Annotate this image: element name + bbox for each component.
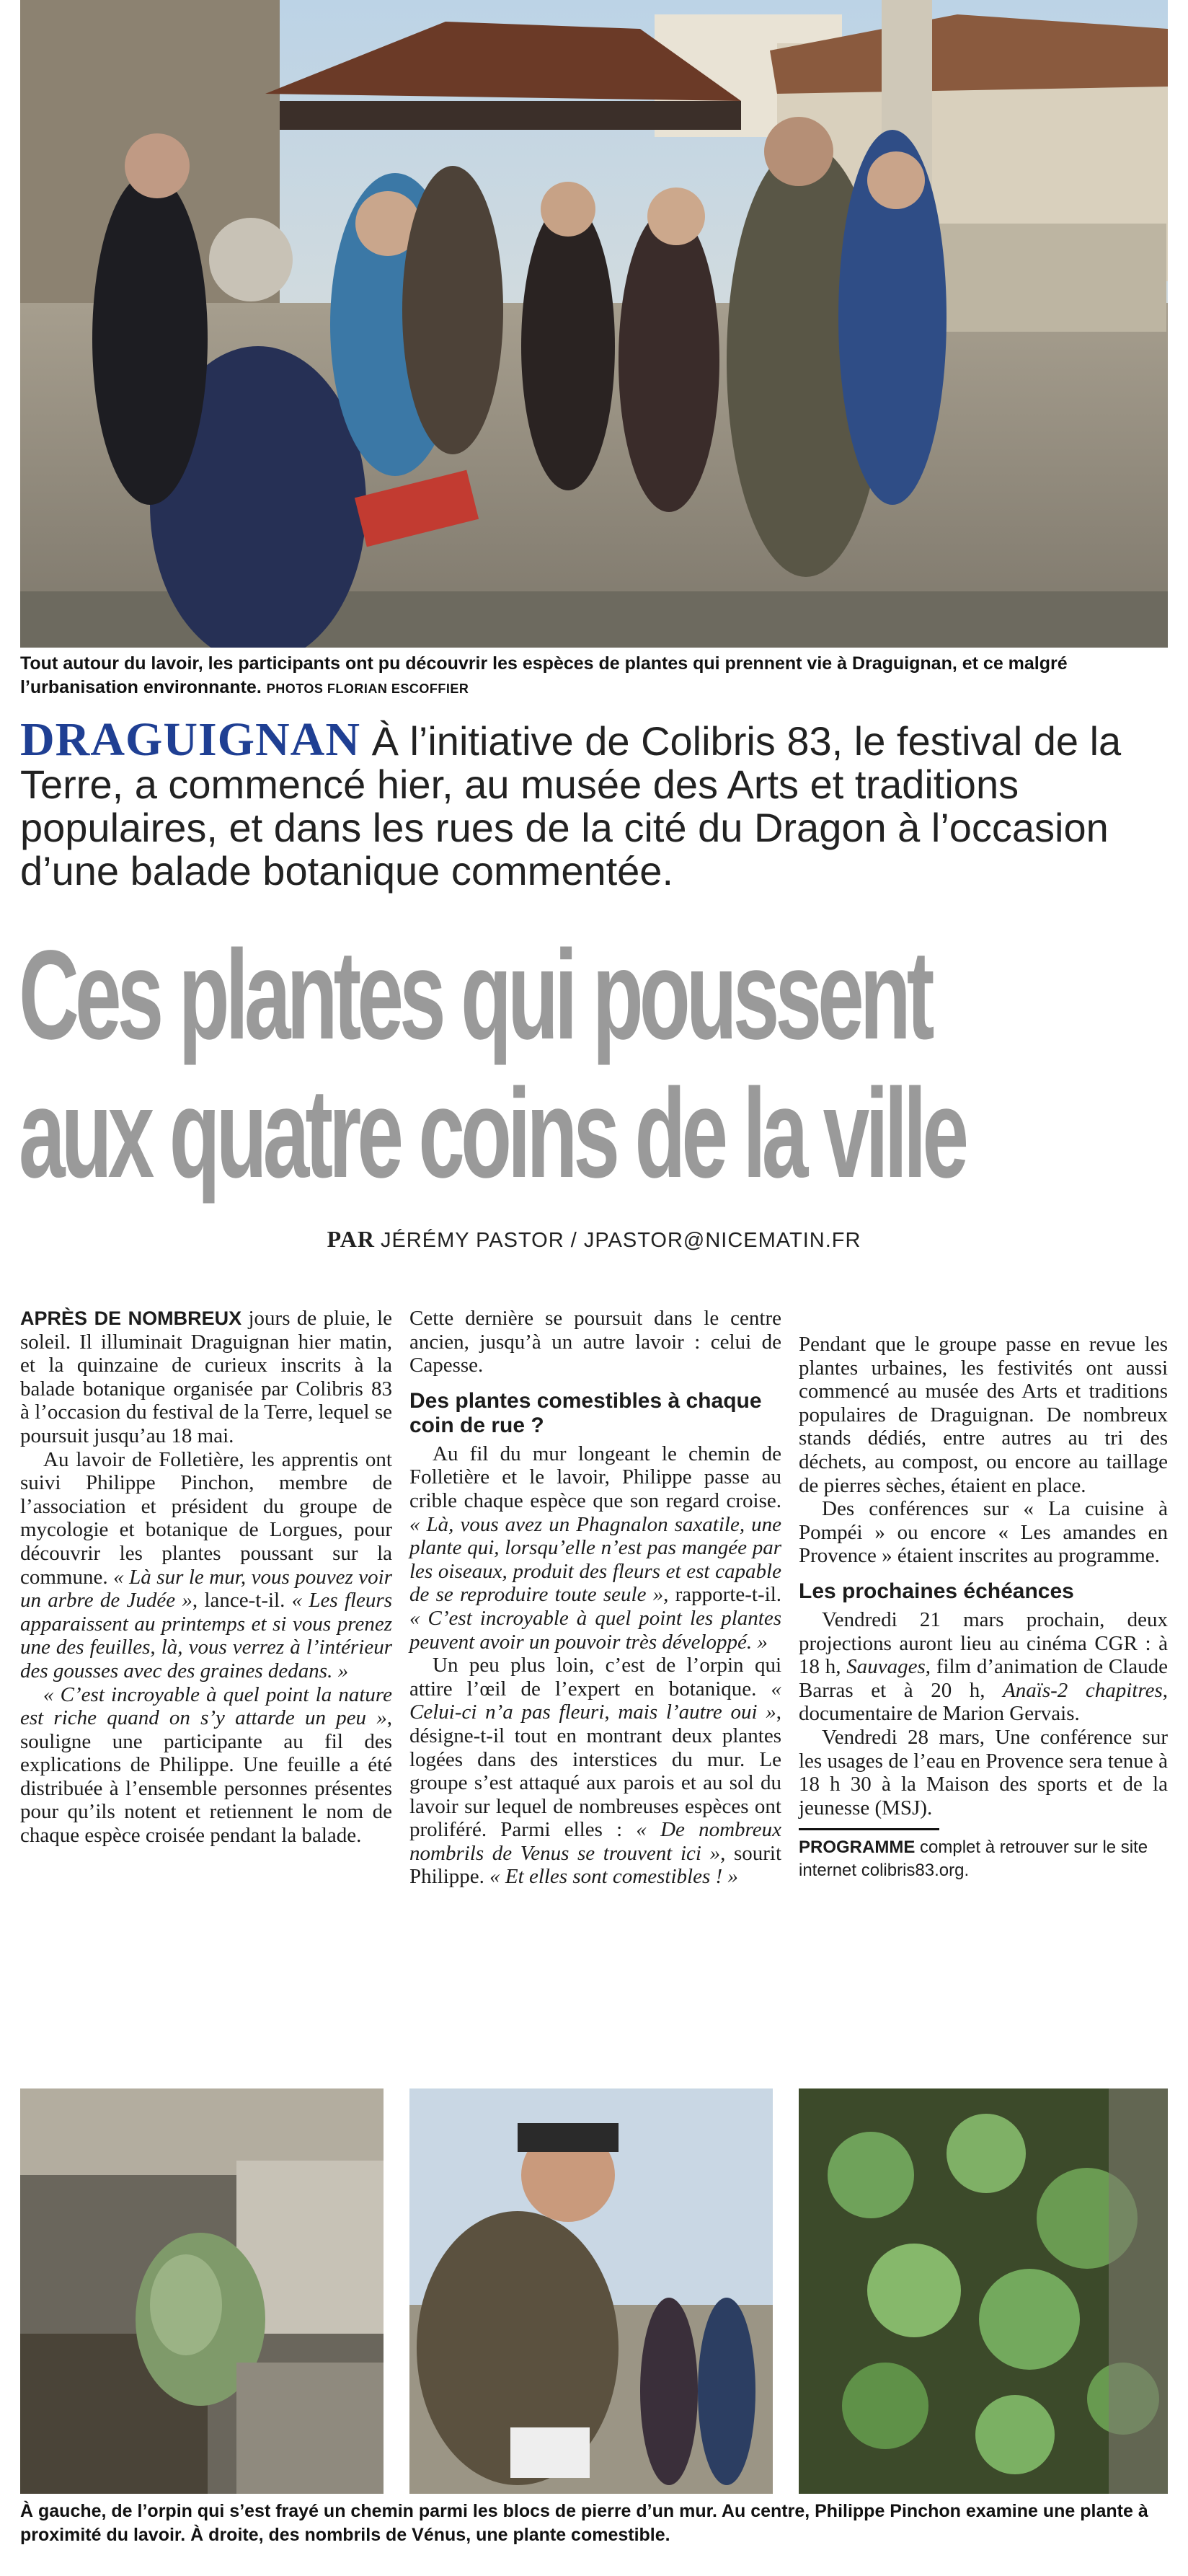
programme-note [799, 1836, 1168, 1882]
quote: « Là sur le mur, vous pouvez voir un arbre de Judée » [20, 1565, 392, 1613]
photo-credit: PHOTOS FLORIAN ESCOFFIER [266, 682, 469, 696]
paragraph-text: , sourit Philippe. [409, 1841, 782, 1889]
quote: « C’est incroyable à quel point la nature est riche quand on s’y attarde un peu » [20, 1682, 392, 1730]
paragraph-text: , désigne-t-il tout en montrant deux plantes logées dans des interstices du mur. Le groupe s’est attaqué aux parois et au sol du lavoir sur lequel de nombreuses espèces ont proliféré. Parmi elles : [409, 1701, 781, 1842]
paragraph: Pendant que le groupe passe en revue les plantes urbaines, les festivités ont aussi commencé au musée des Arts et traditions populaires de Draguignan. De nombreux stands dédiés, entre autres au tri des déchets, au compost, ou encore au taillage de pierres sèches, étaient en place. [799, 1333, 1168, 1497]
byline-par: PAR [327, 1226, 375, 1252]
paragraph-text: jours de pluie, le soleil. Il illuminait Draguignan hier matin, et la quinzaine de curieux inscrits à la balade botanique organisée par Colibris 83 à l’occasion du festival de la Terre, lequel se poursuit jusqu’au 18 mai. [20, 1307, 392, 1447]
quote: « C’est incroyable à quel point les plantes peuvent avoir un pouvoir très développé. » [409, 1606, 781, 1654]
subheading: Les prochaines échéances [799, 1579, 1074, 1603]
byline-author: JÉRÉMY PASTOR / JPASTOR@NICEMATIN.FR [380, 1229, 861, 1252]
paragraph-text: Un peu plus loin, c’est de l’orpin qui attire l’œil de l’expert en botanique. [409, 1654, 781, 1701]
photo-nombrils-de-venus [799, 2088, 1168, 2494]
quote: « Là, vous avez un Phagnalon saxatile, une plante qui, lorsqu’elle n’est pas mangée par les oiseaux, produit des fleurs et est capable de se reproduire toute seule » [409, 1512, 781, 1607]
article-column-3 [799, 1333, 1168, 1882]
kicker [20, 713, 1168, 894]
subheading: Des plantes comestibles à chaque coin de rue ? [409, 1388, 762, 1437]
paragraph-text: , lance-t-il. [192, 1589, 292, 1613]
paragraph-text: Vendredi 21 mars prochain, deux projections auront lieu au cinéma CGR : à 18 h, [799, 1607, 1168, 1679]
paragraph: Cette dernière se poursuit dans le centre ancien, jusqu’à un autre lavoir : celui de Capesse. [409, 1307, 781, 1377]
film-title: Anaïs-2 chapitres [1003, 1678, 1163, 1702]
paragraph [20, 1307, 392, 1448]
main-photo-lavoir [20, 0, 1168, 648]
headline-line-1: Ces plantes qui poussent [19, 925, 931, 1066]
programme-label: PROGRAMME [799, 1838, 916, 1858]
photo-orpin [20, 2088, 384, 2494]
film-title: Sauvages [846, 1655, 926, 1679]
paragraph-text: , film d’animation de Claude Barras et à 20 h, [799, 1655, 1168, 1702]
paragraph-text: , rapporte-t-il. [663, 1583, 781, 1607]
programme-rule [799, 1828, 939, 1830]
programme-text: complet à retrouver sur le site internet colibris83.org. [799, 1838, 1148, 1881]
article-lead: APRÈS DE NOMBREUX [20, 1307, 242, 1329]
quote: « Les fleurs apparaissent au printemps et si vous prenez une des feuilles, là, vous verrez à l’intérieur des gousses avec des graines dedans. » [20, 1589, 392, 1682]
byline [20, 1226, 1168, 1253]
paragraph-text: , souligne une participante au fil des explications de Philippe. Une feuille a été distribuée à l’ensemble personnes présentes pour qu’ils notent et retiennent le nom de chaque espèce croisée pendant la balade. [20, 1706, 392, 1848]
photo-philippe-pinchon [409, 2088, 773, 2494]
paragraph [799, 1608, 1168, 1726]
paragraph: Des conférences sur « La cuisine à Pompéi » ou encore « Les amandes en Provence » étaient inscrites au programme. [799, 1497, 1168, 1568]
quote: « De nombreux nombrils de Venus se trouvent ici » [409, 1818, 781, 1865]
top-photo-caption [20, 652, 1168, 701]
paragraph: Vendredi 28 mars, Une conférence sur les usages de l’eau en Provence sera tenue à 18 h 30 à la Maison des sports et de la jeunesse (MSJ). [799, 1725, 1168, 1819]
bottom-photos-caption: À gauche, de l’orpin qui s’est frayé un chemin parmi les blocs de pierre d’un mur. Au centre, Philippe Pinchon examine une plante à proximité du lavoir. À droite, des nombrils de Vénus, une plante comestible. [20, 2501, 1148, 2545]
paragraph-text: Au fil du mur longeant le chemin de Folletière et le lavoir, Philippe passe au crible chaque espèce que son regard croise. [409, 1442, 781, 1512]
paragraph [20, 1448, 392, 1683]
paragraph [20, 1683, 392, 1848]
quote: « Celui-ci n’a pas fleuri, mais l’autre oui » [409, 1677, 781, 1724]
article-column-2 [409, 1307, 781, 1889]
article-column-1 [20, 1307, 392, 1848]
headline-line-2: aux quatre coins de la ville [19, 1063, 965, 1204]
location-label: DRAGUIGNAN [20, 713, 360, 766]
paragraph [409, 1442, 781, 1654]
paragraph [409, 1654, 781, 1889]
quote: « Et elles sont comestibles ! » [489, 1865, 738, 1889]
kicker-text: À l’initiative de Colibris 83, le festival de la Terre, a commencé hier, au musée des Arts et traditions populaires, et dans les rues de la cité du Dragon à l’occasion d’une balade botanique commentée. [20, 718, 1122, 894]
top-caption-text: Tout autour du lavoir, les participants ont pu découvrir les espèces de plantes qui prennent vie à Draguignan, et ce malgré l’urbanisation environnante. [20, 653, 1068, 697]
paragraph-text: Au lavoir de Folletière, les apprentis ont suivi Philippe Pinchon, membre de l’association et président du groupe de mycologie et botanique de Lorgues, pour découvrir les plantes poussant sur la commune. [20, 1447, 392, 1589]
paragraph-text: , documentaire de Marion Gervais. [799, 1678, 1168, 1726]
